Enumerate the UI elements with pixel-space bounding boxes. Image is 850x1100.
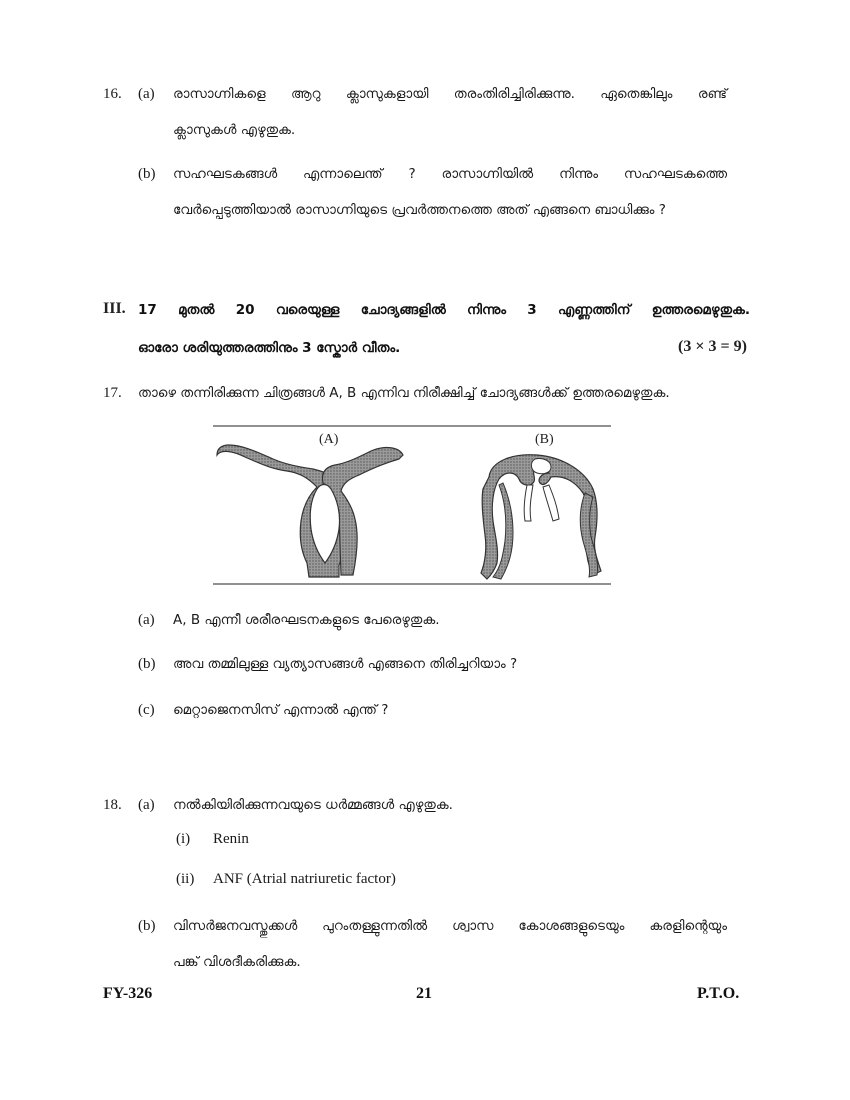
q18-a-label: (a) [138, 797, 155, 813]
medusa-figure-b [481, 455, 601, 579]
q17-a-text: A, B എന്നീ ശരീരഘടനകളുടെ പേരെഴുതുക. [173, 612, 440, 628]
footer-page-number: 21 [416, 985, 432, 1002]
q16-a-line1: രാസാഗ്നികളെ ആറു ക്ലാസുകളായി തരംതിരിച്ചിരിക്കുന്നു. ഏതെങ്കിലും രണ്ട് [173, 86, 727, 102]
section-instruction-line2: ഓരോ ശരിയുത്തരത്തിനും 3 സ്കോർ വീതം. [138, 340, 401, 356]
question-number-18: 18. [103, 797, 122, 813]
section-instruction-line1: 17 മുതൽ 20 വരെയുള്ള ചോദ്യങ്ങളിൽ നിന്നും 3 എണ്ണത്തിന് ഉത്തരമെഴുതുക. [138, 302, 750, 318]
q16-a-label: (a) [138, 86, 155, 102]
footer-paper-code: FY-326 [103, 985, 153, 1002]
q18-ii-label: (ii) [176, 871, 195, 887]
q16-b-label: (b) [138, 166, 156, 182]
q18-i-text: Renin [213, 831, 249, 847]
q18-i-label: (i) [176, 831, 191, 847]
section-roman-numeral: III. [103, 300, 126, 317]
q18-ii-text: ANF (Atrial natriuretic factor) [213, 871, 396, 887]
q16-b-line1: സഹഘടകങ്ങൾ എന്നാലെന്ത് ? രാസാഗ്നിയിൽ നിന്നും സഹഘടകത്തെ [173, 166, 727, 182]
polyp-figure-a [217, 445, 403, 577]
q16-b-line2: വേർപ്പെടുത്തിയാൽ രാസാഗ്നിയുടെ പ്രവർത്തനത്തെ അത് എങ്ങനെ ബാധിക്കും ? [173, 202, 666, 218]
q18-b-line2: പങ്ക് വിശദീകരിക്കുക. [173, 954, 301, 970]
q18-a-text: നൽകിയിരിക്കുന്നവയുടെ ധർമ്മങ്ങൾ എഴുതുക. [173, 797, 453, 813]
question-number-16: 16. [103, 86, 122, 102]
q17-a-label: (a) [138, 612, 155, 628]
q17-b-text: അവ തമ്മിലുള്ള വ്യത്യാസങ്ങൾ എങ്ങനെ തിരിച്ചറിയാം ? [173, 656, 518, 672]
q17-b-label: (b) [138, 656, 156, 672]
figure-label-b: (B) [535, 432, 554, 447]
question-number-17: 17. [103, 385, 122, 401]
q17-c-label: (c) [138, 702, 155, 718]
footer-pto: P.T.O. [697, 985, 740, 1002]
q17-c-text: മെറ്റാജെനസിസ് എന്നാൽ എന്ത് ? [173, 702, 389, 718]
figure-obelia-forms [213, 425, 611, 585]
section-marks: (3 × 3 = 9) [678, 338, 747, 355]
q17-intro: താഴെ തന്നിരിക്കുന്ന ചിത്രങ്ങൾ A, B എന്നിവ നിരീക്ഷിച്ച് ചോദ്യങ്ങൾക്ക് ഉത്തരമെഴുതുക. [138, 385, 670, 401]
figure-label-a: (A) [319, 432, 339, 447]
q18-b-label: (b) [138, 918, 156, 934]
q16-a-line2: ക്ലാസുകൾ എഴുതുക. [173, 122, 296, 138]
q18-b-line1: വിസർജനവസ്തുക്കൾ പുറംതള്ളുന്നതിൽ ശ്വാസ കോശങ്ങളുടെയും കരളിന്റെയും [173, 918, 727, 934]
